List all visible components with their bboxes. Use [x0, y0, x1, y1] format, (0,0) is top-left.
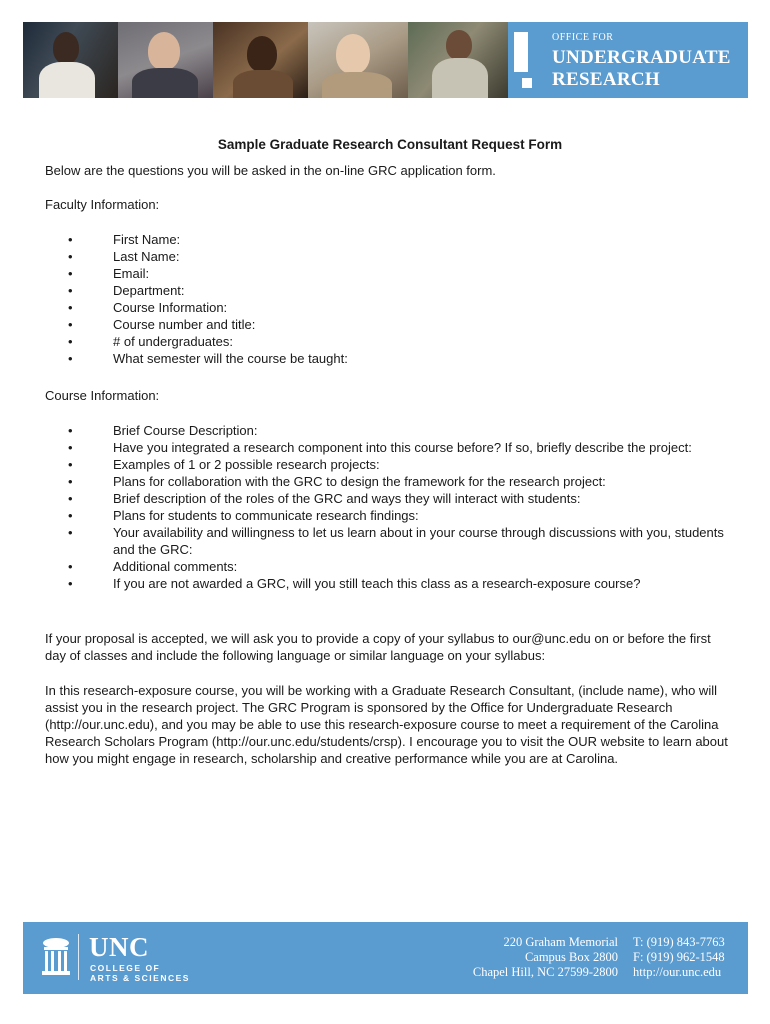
- student-photo: [118, 22, 213, 98]
- accepted-paragraph: If your proposal is accepted, we will ask you to provide a copy of your syllabus to our@unc.edu on or before the first day of classes and include the following language or similar language on your syllabus:: [45, 631, 711, 663]
- list-item: • Last Name:: [45, 248, 735, 265]
- college-line-1: COLLEGE OF: [90, 963, 161, 973]
- undergraduate-label: UNDERGRADUATE: [552, 47, 731, 68]
- list-item: • Department:: [45, 282, 735, 299]
- course-list: [45, 422, 735, 592]
- decorative-blocks: [508, 22, 538, 98]
- list-item: • What semester will the course be taught:: [45, 350, 735, 367]
- intro-text: Below are the questions you will be asked in the on-line GRC application form.: [45, 163, 496, 178]
- footer-divider: [78, 934, 79, 980]
- student-photo: [308, 22, 408, 98]
- fax-number: F: (919) 962-1548: [633, 950, 725, 964]
- address-line: 220 Graham Memorial: [503, 935, 618, 949]
- address-line: Campus Box 2800: [524, 950, 618, 964]
- list-item: • Course number and title:: [45, 316, 735, 333]
- college-line-2: ARTS & SCIENCES: [90, 973, 190, 983]
- research-label: RESEARCH: [552, 69, 660, 90]
- faculty-heading: Faculty Information:: [45, 197, 160, 212]
- list-item: • Have you integrated a research component into this course before? If so, briefly describe the project:: [45, 439, 735, 456]
- list-item: • Brief Course Description:: [45, 422, 735, 439]
- faculty-list: [45, 231, 735, 367]
- footer-banner: [23, 922, 748, 994]
- header-photo-collage: [23, 22, 508, 98]
- header-banner: [23, 22, 748, 98]
- list-item: • Plans for students to communicate research findings:: [45, 507, 735, 524]
- footer-address: [473, 935, 618, 980]
- list-item: • Examples of 1 or 2 possible research projects:: [45, 456, 735, 473]
- list-item: • Plans for collaboration with the GRC to design the framework for the research project:: [45, 473, 735, 490]
- unc-logo-text: UNC: [89, 932, 149, 962]
- list-item: • Your availability and willingness to let us learn about in your course through discussions with you, students and the GRC:: [45, 524, 735, 558]
- list-item: • If you are not awarded a GRC, will you still teach this class as a research-exposure course?: [45, 575, 735, 592]
- office-for-label: OFFICE FOR: [552, 32, 614, 43]
- list-item: • Course Information:: [45, 299, 735, 316]
- list-item: • Email:: [45, 265, 735, 282]
- list-item: • Additional comments:: [45, 558, 735, 575]
- page-title: Sample Graduate Research Consultant Request Form: [217, 137, 563, 152]
- student-photo: [23, 22, 118, 98]
- syllabus-paragraph: In this research-exposure course, you will be working with a Graduate Research Consultant, (include name), who will assist you in the research project. The GRC Program is sponsored by the Office for Undergraduate Research (http://our.unc.edu), and you may be able to use this research-exposure course to meet a requirement of the Carolina Research Scholars Program (http://our.unc.edu/students/crsp). I encourage you to visit the OUR website to learn about how you might engage in research, scholarship and creative performance while you are at Carolina.: [45, 683, 728, 766]
- student-photo: [213, 22, 308, 98]
- website-link[interactable]: http://our.unc.edu: [633, 965, 722, 979]
- phone-number: T: (919) 843-7763: [633, 935, 725, 949]
- course-heading: Course Information:: [45, 388, 160, 403]
- list-item: • Brief description of the roles of the GRC and ways they will interact with students:: [45, 490, 735, 507]
- footer-contact: [633, 935, 725, 980]
- old-well-icon: [41, 935, 71, 977]
- list-item: • # of undergraduates:: [45, 333, 735, 350]
- student-photo: [408, 22, 508, 98]
- our-logo: [538, 22, 748, 98]
- list-item: • First Name:: [45, 231, 735, 248]
- address-line: Chapel Hill, NC 27599-2800: [472, 965, 618, 979]
